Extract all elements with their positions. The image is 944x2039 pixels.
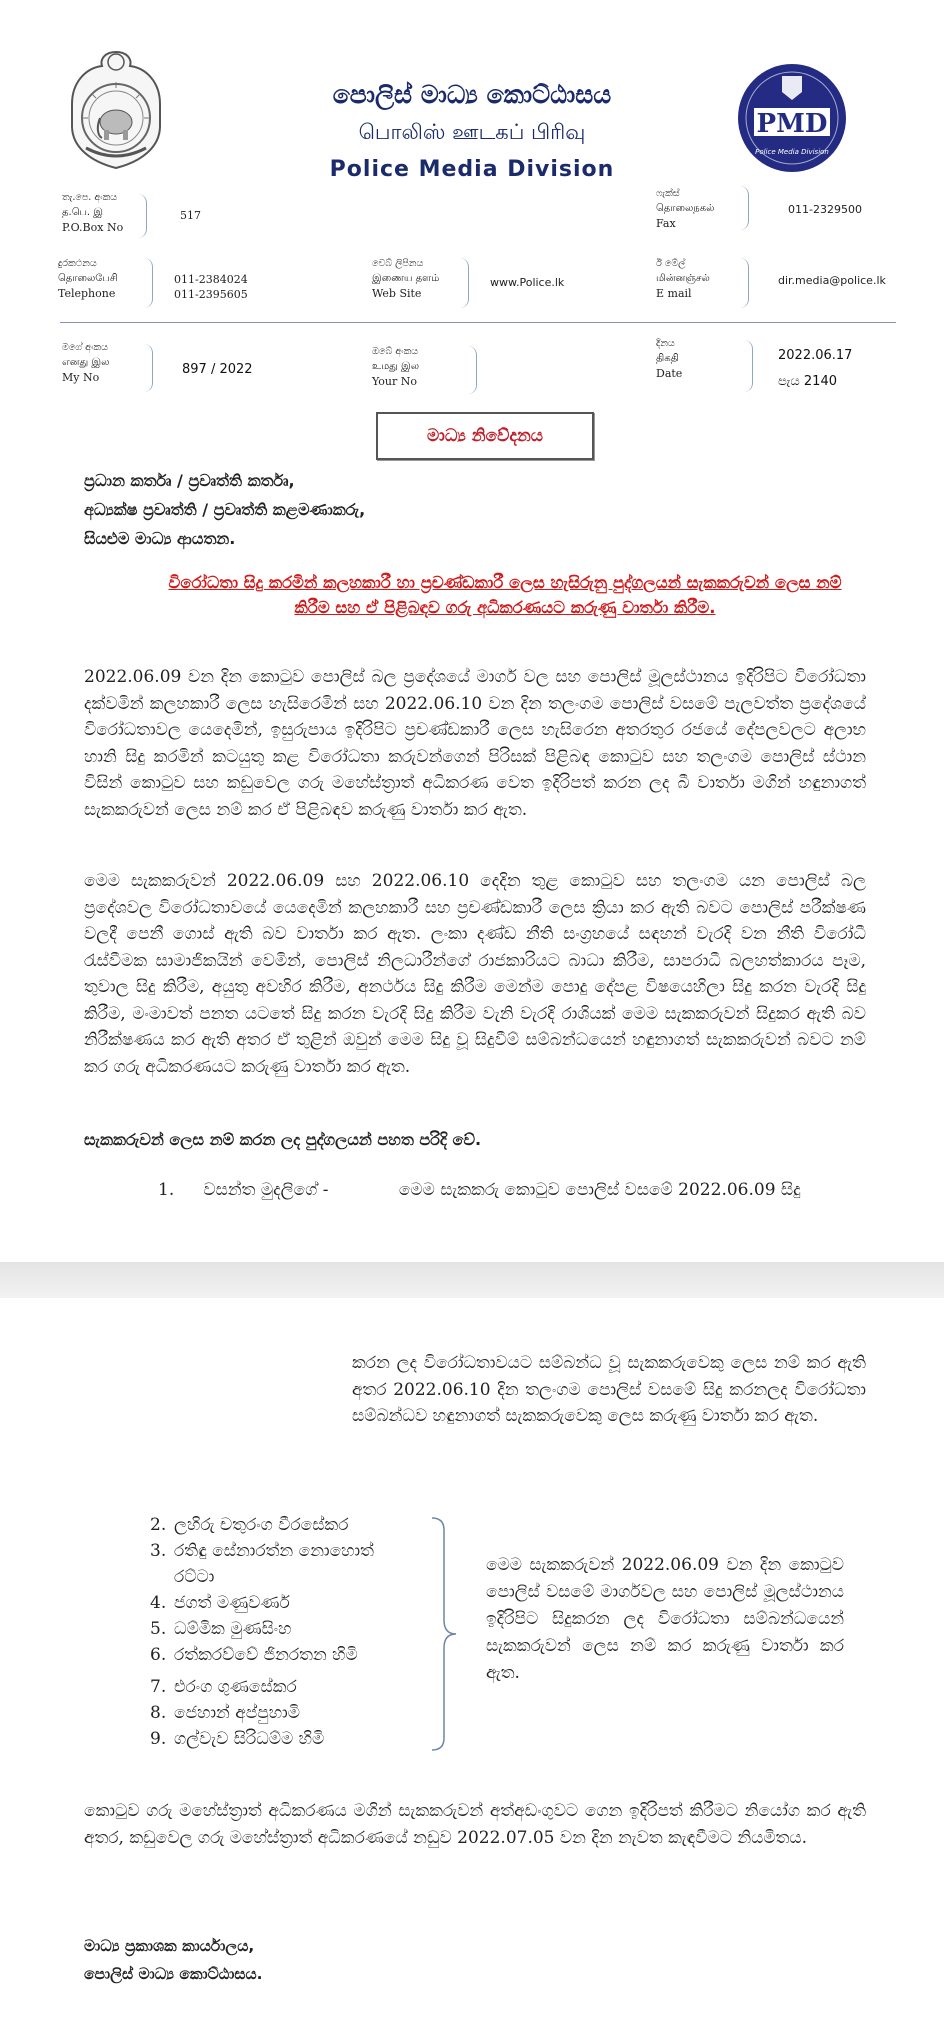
media-release-box	[376, 412, 594, 460]
my-number-value: 897 / 2022	[182, 362, 253, 377]
subject-heading: විරෝධතා සිදු කරමින් කලහකාරී හා ප්‍රචණ්ඩකාරී ලෙස හැසිරුනු පුද්ගලයන් සැකකරුවන් ලෙස නම් කිරීම සහ ඒ පිළිබඳව ගරු අධිකරණයට කරුණු වාර්තා කිරීම.	[168, 573, 842, 617]
title-english: Police Media Division	[329, 157, 615, 182]
date-value: 2022.06.17	[778, 348, 853, 363]
my-number-labels: මගේ අංකය எனது இல My No	[62, 342, 110, 384]
pobox-value: 517	[180, 209, 201, 222]
telephone-brace	[144, 258, 153, 308]
document-page-2	[0, 1298, 944, 2039]
group-brace	[430, 1516, 460, 1752]
list-item: 5. ධම්මික මුණසිංහ	[150, 1619, 292, 1639]
signature-line: මාධ්‍ය ප්‍රකාශක කාර්යාලය,	[84, 1937, 255, 1955]
email-labels: ඊ මේල් மின்னஞ்சல் E mail	[656, 258, 710, 300]
list-item: 9. ගල්වැව සිරිධම්ම හිමි	[150, 1729, 325, 1749]
list-item: 7. එරංග ගුණසේකර	[150, 1677, 297, 1697]
pobox-labels: තැ.පෙ. අංකය த.பெ. இ P.O.Box No	[62, 192, 124, 234]
telephone-labels: දුරකථනය தொலைபேசி Telephone	[58, 258, 118, 300]
title-sinhala: පොලිස් මාධ්‍ය කොට්ඨාසය	[332, 80, 612, 109]
my-number-brace	[144, 344, 153, 392]
group-description: මෙම සැකකරුවන් 2022.06.09 වන දින කොටුව පොලිස් වසමේ මාර්ගවල සහ පොලිස් මූලස්ථානය ඉදිරිපිට සිදුකරන ලද විරෝධතා සම්බන්ධයෙන් සැකකරුවන් ලෙස නම් කර කරුණු වාර්තා කර ඇත.	[486, 1555, 844, 1683]
title-tamil: பொலிஸ் ஊடகப் பிரிவு	[358, 120, 586, 144]
page-break	[0, 1262, 944, 1298]
list-item: 8. ජෙහාන් අප්පුහාමි	[150, 1703, 300, 1723]
list-heading: සැකකරුවන් ලෙස නම් කරන ලද පුද්ගලයන් පහත පරිදි වේ.	[84, 1130, 482, 1149]
pmd-ring-text: Police Media Division	[755, 148, 829, 156]
list-item-desc: මෙම සැකකරු කොටුව පොලිස් වසමේ 2022.06.09 සිදු	[398, 1180, 801, 1200]
media-release-label: මාධ්‍ය නිවේදනය	[427, 426, 543, 446]
addressee-block	[84, 466, 365, 553]
website-brace	[460, 258, 469, 308]
list-item-number: 1.	[158, 1180, 175, 1200]
signature-line: පොලිස් මාධ්‍ය කොට්ඨාසය.	[84, 1965, 263, 1983]
list-item-1	[158, 1180, 868, 1200]
website-labels: වෙබ් ලිපිනය இணைய தளம் Web Site	[372, 258, 440, 300]
pmd-logo	[736, 62, 848, 174]
list-item-name: වසන්ත මුදලිගේ -	[203, 1180, 329, 1200]
header-divider	[60, 322, 896, 323]
addressee-line: ප්‍රධාන කර්තෘ / ප්‍රවෘත්ති කර්තෘ,	[84, 471, 295, 490]
suspect-names-list	[150, 1512, 374, 1752]
list-item-1-continued: කරන ලද විරෝධතාවයට සම්බන්ධ වූ සැකකරුවෙකු ලෙස නම් කර ඇති අතර 2022.06.10 දින තලංගම පොලිස් වසමේ සිදු කරනලද විරෝධතා සම්බන්ධව හඳුනාගත් සැකකරුවෙකු ලෙස කරුණු වාර්තා කර ඇත.	[352, 1353, 866, 1426]
fax-labels: ෆැක්ස් தொலைநகல் Fax	[656, 188, 715, 230]
list-item: 3. රතිඳු සේනාරත්න නොහොත්	[150, 1541, 374, 1561]
list-item: රට්ටා	[174, 1567, 215, 1587]
time-value: පැය 2140	[778, 374, 837, 389]
fax-brace	[740, 186, 749, 230]
closing-paragraph: කොටුව ගරු මහේස්ත්‍රාත් අධිකරණය මගින් සැකකරුවන් අත්අඩංගුවට ගෙන ඉදිරිපත් කිරීමට නියෝග කර ඇති අතර, කඩුවෙල ගරු මහේස්ත්‍රාත් අධිකරණයේ නඩුව 2022.07.05 වන දින නැවත කැඳවීමට නියමිතය.	[84, 1801, 866, 1848]
your-number-brace	[468, 346, 477, 394]
pmd-logo-text: PMD	[756, 109, 828, 139]
paragraph-2: මෙම සැකකරුවන් 2022.06.09 සහ 2022.06.10 දෙදින තුළ කොටුව සහ තලංගම යන පොලිස් බල ප්‍රදේශවල විරෝධතාවයේ යෙදෙමින් කලහකාරී සහ ප්‍රචණ්ඩකාරී ලෙස ක්‍රියා කර ඇති බවට පොලිස් පරීක්ෂණ වලදී පෙනී ගොස් ඇති බව වාර්තා කර ඇත. ලංකා දණ්ඩ නීති සංග්‍රහයේ සඳහන් වැරදි වන නීති විරෝධී රැස්වීමක සාමාජිකයින් වෙමින්, පොලිස් නිලධාරීන්ගේ රාජකාරියට බාධා කිරීම, සාපරාධී බලහත්කාරය පෑම, තුවාල සිදු කිරීම, අයුතු අවහිර කිරීම, අනර්ථය සිදු කිරීම මෙන්ම පොදු දේපළ විෂයෙහිලා සිදු කරන වැරදි සිදු කිරීම, මංමාවත් පනත යටතේ සිදු කරන වැරදි සිදු කිරීම වැනි වැරදි රාශියක් මෙම සැකකරුවන් සිදුකර ඇති බව නිරීක්ෂණය කර ඇති අතර ඒ තුළින් ඔවුන් මෙම සිදු වූ සිදුවීම් සම්බන්ධයෙන් හඳුනාගත් සැකකරුවන් බවට නම් කර ගරු අධිකරණයට කරුණු වාර්තා කර ඇත.	[84, 871, 866, 1077]
date-labels: දිනය திகதி Date	[656, 338, 683, 380]
signature-block	[84, 1932, 263, 1988]
date-brace	[744, 340, 753, 392]
list-item: 6. රත්කරව්වේ ජිනරතන හිමි	[150, 1645, 358, 1665]
police-crest-logo	[66, 48, 166, 172]
telephone-values: 011-2384024 011-2395605	[174, 273, 248, 301]
list-item: 4. ජගත් මණුවර්ණ	[150, 1593, 290, 1613]
addressee-line: අධ්‍යක්ෂ ප්‍රවෘත්ති / ප්‍රවෘත්ති කළමණාකරු,	[84, 500, 366, 519]
list-item: 2. ලහිරු චතුරංග වීරසේකර	[150, 1515, 349, 1535]
addressee-line: සියළුම මාධ්‍ය ආයතන.	[84, 529, 236, 548]
email-brace	[740, 258, 749, 308]
your-number-labels: ඔබේ අංකය உமது இல Your No	[372, 346, 419, 388]
fax-value: 011-2329500	[788, 203, 862, 216]
email-value[interactable]: dir.media@police.lk	[778, 274, 886, 287]
paragraph-1: 2022.06.09 වන දින කොටුව පොලිස් බල ප්‍රදේශයේ මාර්ග වල සහ පොලිස් මූලස්ථානය ඉදිරිපිට විරෝධතා දක්වමින් කලහකාරී ලෙස හැසිරෙමින් සහ 2022.06.10 වන දින තලංගම පොලිස් වසමේ පැලවත්ත ප්‍රදේශයේ විරෝධතාවල යෙදෙමින්, ඉසුරුපාය ඉදිරිපිට ප්‍රචණ්ඩකාරී ලෙස හැසිරෙන අතරතුර රජයේ දේපලවලට අලාභ හානි සිදු කරමින් කටයුතු කළ විරෝධතා කරුවන්ගෙන් පිරිසක් පිළිබඳ කොටුව සහ තලංගම පොලිස් ස්ථාන විසින් කොටුව සහ කඩුවෙල ගරු මහේස්ත්‍රාත් අධිකරණ වෙත ඉදිරිපත් කරන ලද බී වාර්තා මගින් හඳුනාගත් සැකකරුවන් ලෙස නම් කර ඒ පිළිබඳව කරුණු වාර්තා කර ඇත.	[84, 667, 866, 820]
website-value[interactable]: www.Police.lk	[490, 276, 565, 289]
pobox-brace	[138, 194, 147, 238]
